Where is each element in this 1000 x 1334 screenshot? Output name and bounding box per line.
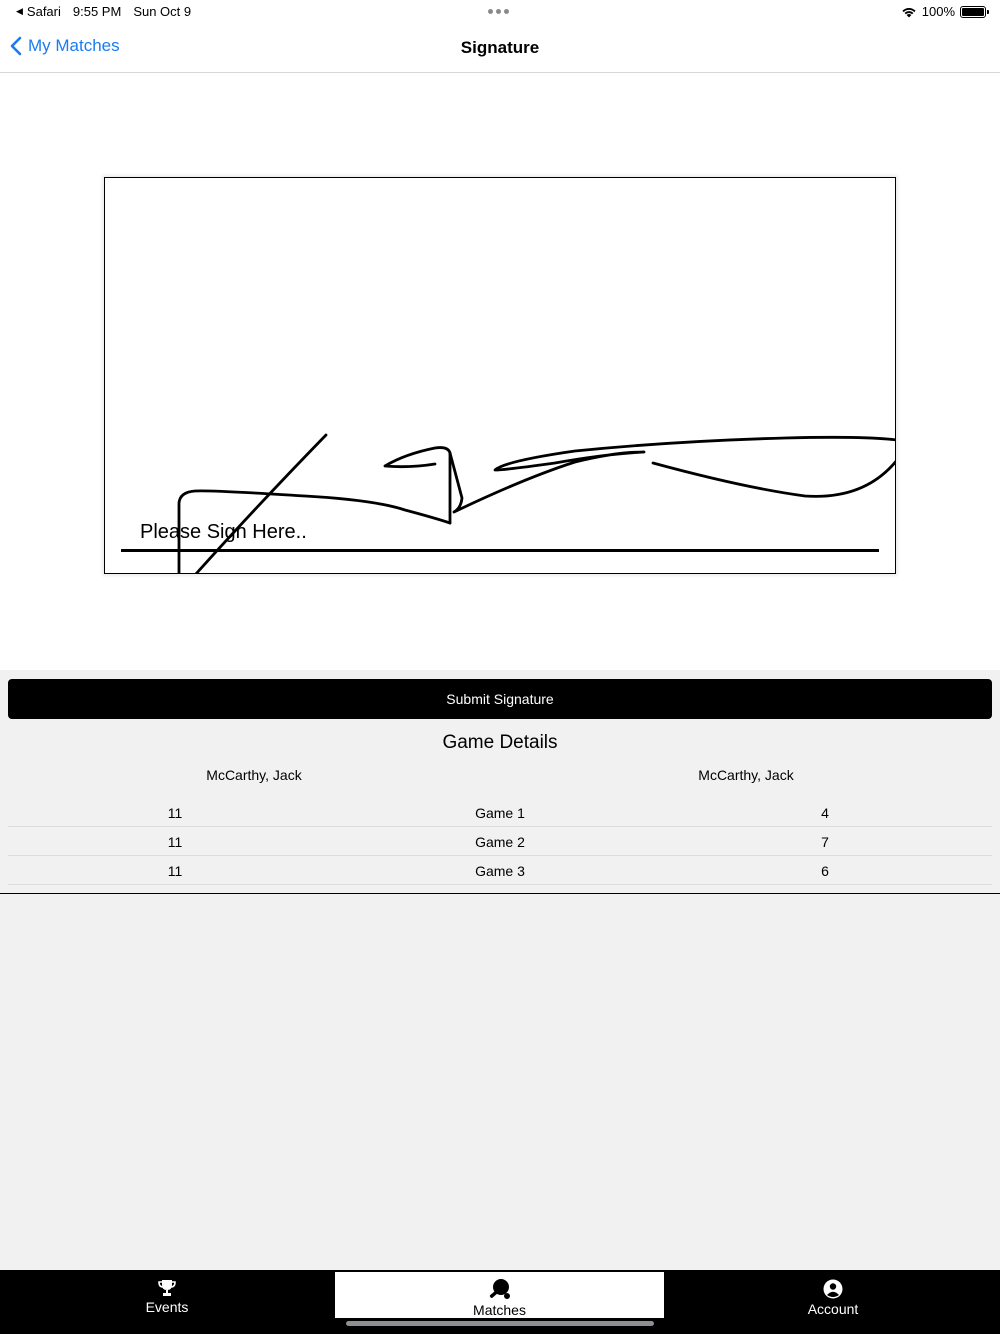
status-bar <box>0 0 1000 24</box>
battery-icon <box>960 6 986 18</box>
nav-bar <box>0 24 1000 73</box>
status-app-name[interactable]: Safari <box>26 4 61 19</box>
tab-events[interactable] <box>0 1270 334 1334</box>
tab-matches-label: Matches <box>473 1302 526 1318</box>
signature-baseline <box>121 549 879 552</box>
battery-percent: 100% <box>921 4 955 19</box>
wifi-icon <box>901 6 917 18</box>
submit-signature-button[interactable]: Submit Signature <box>8 679 992 719</box>
score-right: 7 <box>821 834 829 850</box>
status-date: Sun Oct 9 <box>133 4 192 19</box>
details-section <box>0 670 1000 1270</box>
tab-account-label: Account <box>807 1301 859 1317</box>
multitasking-dots-icon[interactable] <box>488 9 509 14</box>
signature-area <box>0 73 1000 670</box>
page-title: Signature <box>460 38 540 57</box>
tab-matches[interactable] <box>335 1272 664 1318</box>
status-time: 9:55 PM <box>72 4 122 19</box>
tab-bar <box>0 1270 1000 1334</box>
user-circle-icon <box>823 1279 843 1299</box>
signature-prompt: Please Sign Here.. <box>140 521 307 543</box>
games-table <box>8 798 992 885</box>
score-right: 6 <box>821 863 829 879</box>
status-left <box>16 4 191 19</box>
back-to-app-icon[interactable]: ◀ <box>16 6 23 16</box>
score-left: 11 <box>167 834 183 850</box>
player-right-name: McCarthy, Jack <box>698 767 794 783</box>
game-name: Game 1 <box>475 805 525 821</box>
home-indicator[interactable] <box>346 1321 654 1326</box>
back-button-label: My Matches <box>28 36 120 55</box>
table-row <box>8 856 992 885</box>
trophy-icon <box>157 1279 177 1297</box>
score-left: 11 <box>167 805 183 821</box>
tab-account[interactable] <box>666 1270 1000 1334</box>
table-row <box>8 827 992 856</box>
table-row <box>8 798 992 827</box>
game-name: Game 3 <box>475 863 525 879</box>
game-name: Game 2 <box>475 834 525 850</box>
signature-strokes <box>105 178 896 574</box>
status-right <box>901 4 986 19</box>
game-details-title: Game Details <box>442 732 558 753</box>
player-left-name: McCarthy, Jack <box>206 767 302 783</box>
divider <box>0 893 1000 894</box>
score-right: 4 <box>821 805 829 821</box>
tab-events-label: Events <box>145 1299 189 1315</box>
score-left: 11 <box>167 863 183 879</box>
signature-pad[interactable] <box>104 177 896 574</box>
ping-pong-icon <box>488 1278 512 1300</box>
